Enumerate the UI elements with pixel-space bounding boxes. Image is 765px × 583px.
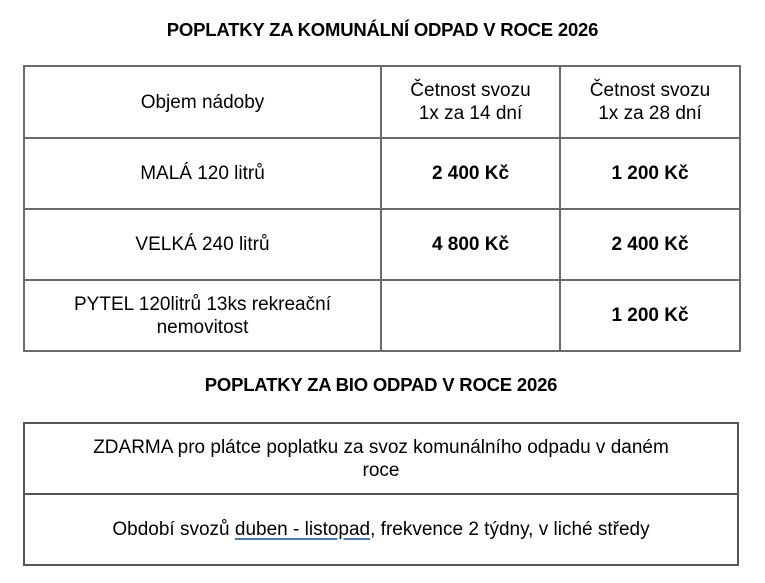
container-line2: nemovitost [156,316,249,338]
bio-free-line1: ZDARMA pro plátce poplatku za svoz komunálního odpadu v daném [93,436,669,458]
container-line1: PYTEL 120litrů 13ks rekreační [74,293,331,315]
header-label-line1: Četnost svozu [410,80,531,101]
header-label: Objem nádoby [140,91,265,113]
fee-28-cell: 2 400 Kč [560,209,740,280]
fee-14-cell [381,280,560,351]
header-label-line2: 1x za 28 dní [598,103,702,124]
table-row [24,280,740,351]
schedule-prefix: Období svozů [112,519,235,540]
header-container-volume [24,66,381,138]
fee-14-cell: 2 400 Kč [381,138,560,209]
bio-waste-title: POPLATKY ZA BIO ODPAD V ROCE 2026 [204,374,558,395]
bio-schedule-cell [24,494,738,565]
table-row [24,138,740,209]
bio-free-cell [24,423,738,494]
table-row [24,494,738,565]
communal-waste-title: POPLATKY ZA KOMUNÁLNÍ ODPAD V ROCE 2026 [166,19,599,40]
fee-28-cell: 1 200 Kč [560,138,740,209]
communal-waste-fee-table [23,65,741,352]
schedule-suffix: , frekvence 2 týdny, v liché středy [370,519,650,540]
bio-free-line2: roce [362,459,400,481]
container-cell [24,280,381,351]
fee-28-cell: 1 200 Kč [560,280,740,351]
header-label-line2: 1x za 14 dní [418,103,523,124]
container-cell: VELKÁ 240 litrů [24,209,381,280]
header-label-line1: Četnost svozu [589,80,711,101]
table-row [24,423,738,494]
table-header-row [24,66,740,138]
schedule-period-underlined: duben - listopad [234,519,371,540]
bio-waste-table [23,422,739,566]
header-frequency-28 [560,66,740,138]
fee-14-cell: 4 800 Kč [381,209,560,280]
container-cell: MALÁ 120 litrů [24,138,381,209]
table-row [24,209,740,280]
header-frequency-14 [381,66,560,138]
